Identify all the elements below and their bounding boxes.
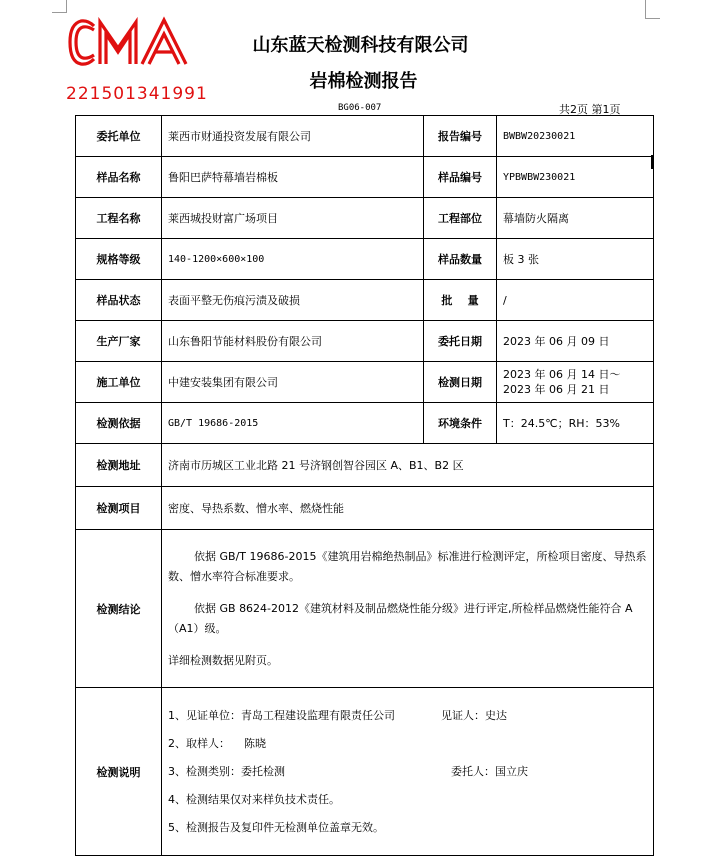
contractor-label: 施工单位	[76, 362, 162, 403]
note-3	[168, 758, 647, 786]
environment-label: 环境条件	[424, 403, 497, 444]
report-table	[75, 115, 654, 856]
crop-mark-top-left	[52, 0, 67, 13]
environment-value: T：24.5℃；RH：53%	[497, 403, 654, 444]
conclusion-label: 检测结论	[76, 530, 162, 688]
spec-label: 规格等级	[76, 239, 162, 280]
manufacturer-value: 山东鲁阳节能材料股份有限公司	[162, 321, 424, 362]
conclusion-para-2: 依据 GB 8624-2012《建筑材料及制品燃烧性能分级》进行评定,所检样品燃烧性能符合 A（A1）级。	[168, 601, 633, 635]
client-label: 委托单位	[76, 116, 162, 157]
spec-value: 140-1200×600×100	[162, 239, 424, 280]
basis-value: GB/T 19686-2015	[162, 403, 424, 444]
notes-label: 检测说明	[76, 688, 162, 856]
note-1	[168, 702, 647, 730]
table-row	[76, 321, 654, 362]
table-row	[76, 280, 654, 321]
quantity-value: 板 3 张	[497, 239, 654, 280]
address-value: 济南市历城区工业北路 21 号济钢创智谷园区 A、B1、B2 区	[162, 444, 654, 487]
test-date-start: 2023 年 06 月 14 日～	[503, 368, 621, 381]
project-name-value: 莱西城投财富广场项目	[162, 198, 424, 239]
table-row	[76, 444, 654, 487]
note-3-category: 3、检测类别：委托检测	[168, 764, 285, 778]
basis-label: 检测依据	[76, 403, 162, 444]
table-row	[76, 157, 654, 198]
notes-body	[162, 688, 654, 856]
table-row	[76, 403, 654, 444]
project-name-label: 工程名称	[76, 198, 162, 239]
entrust-date-label: 委托日期	[424, 321, 497, 362]
note-2: 2、取样人： 陈晓	[168, 736, 266, 750]
sample-name-value: 鲁阳巴萨特幕墙岩棉板	[162, 157, 424, 198]
conclusion-body	[162, 530, 654, 688]
sample-name-label: 样品名称	[76, 157, 162, 198]
note-5: 5、检测报告及复印件无检测单位盖章无效。	[168, 820, 384, 834]
table-row	[76, 116, 654, 157]
report-no-value: BWBW20230021	[497, 116, 654, 157]
report-title: 岩棉检测报告	[309, 71, 418, 92]
table-row	[76, 198, 654, 239]
table-row	[76, 239, 654, 280]
table-row	[76, 362, 654, 403]
note-3-client: 委托人：国立庆	[451, 764, 528, 778]
sample-no-label: 样品编号	[424, 157, 497, 198]
entrust-date-value: 2023 年 06 月 09 日	[497, 321, 654, 362]
project-part-label: 工程部位	[424, 198, 497, 239]
form-number: BG06-007	[338, 103, 382, 113]
address-label: 检测地址	[76, 444, 162, 487]
contractor-value: 中建安装集团有限公司	[162, 362, 424, 403]
project-part-value: 幕墙防火隔离	[497, 198, 654, 239]
table-row	[76, 487, 654, 530]
cma-cert-number: 221501341991	[66, 84, 208, 104]
test-date-label: 检测日期	[424, 362, 497, 403]
batch-label: 批 量	[424, 280, 497, 321]
sample-state-value: 表面平整无伤痕污渍及破损	[162, 280, 424, 321]
sample-no-value: YPBWBW230021	[497, 157, 654, 198]
batch-value: /	[497, 280, 654, 321]
manufacturer-label: 生产厂家	[76, 321, 162, 362]
report-no-label: 报告编号	[424, 116, 497, 157]
test-date-value	[497, 362, 654, 403]
table-row	[76, 530, 654, 688]
items-label: 检测项目	[76, 487, 162, 530]
conclusion-para-1: 依据 GB/T 19686-2015《建筑用岩棉绝热制品》标准进行检测评定，所检项目密度、导热系数、憎水率符合标准要求。	[168, 549, 647, 583]
note-1-witness: 见证人：史达	[441, 708, 507, 722]
items-value: 密度、导热系数、憎水率、燃烧性能	[162, 487, 654, 530]
cma-logo-text: CMA	[66, 8, 69, 9]
conclusion-para-3: 详细检测数据见附页。	[168, 653, 278, 667]
crop-mark-top-right	[645, 0, 660, 19]
note-4: 4、检测结果仅对来样负技术责任。	[168, 792, 340, 806]
quantity-label: 样品数量	[424, 239, 497, 280]
page-info: 共2页 第1页	[559, 103, 621, 116]
test-date-end: 2023 年 06 月 21 日	[503, 383, 610, 396]
table-row	[76, 688, 654, 856]
company-name: 山东蓝天检测科技有限公司	[252, 35, 469, 56]
client-value: 莱西市财通投资发展有限公司	[162, 116, 424, 157]
sample-state-label: 样品状态	[76, 280, 162, 321]
note-1-witness-unit: 1、见证单位：青岛工程建设监理有限责任公司	[168, 708, 395, 722]
